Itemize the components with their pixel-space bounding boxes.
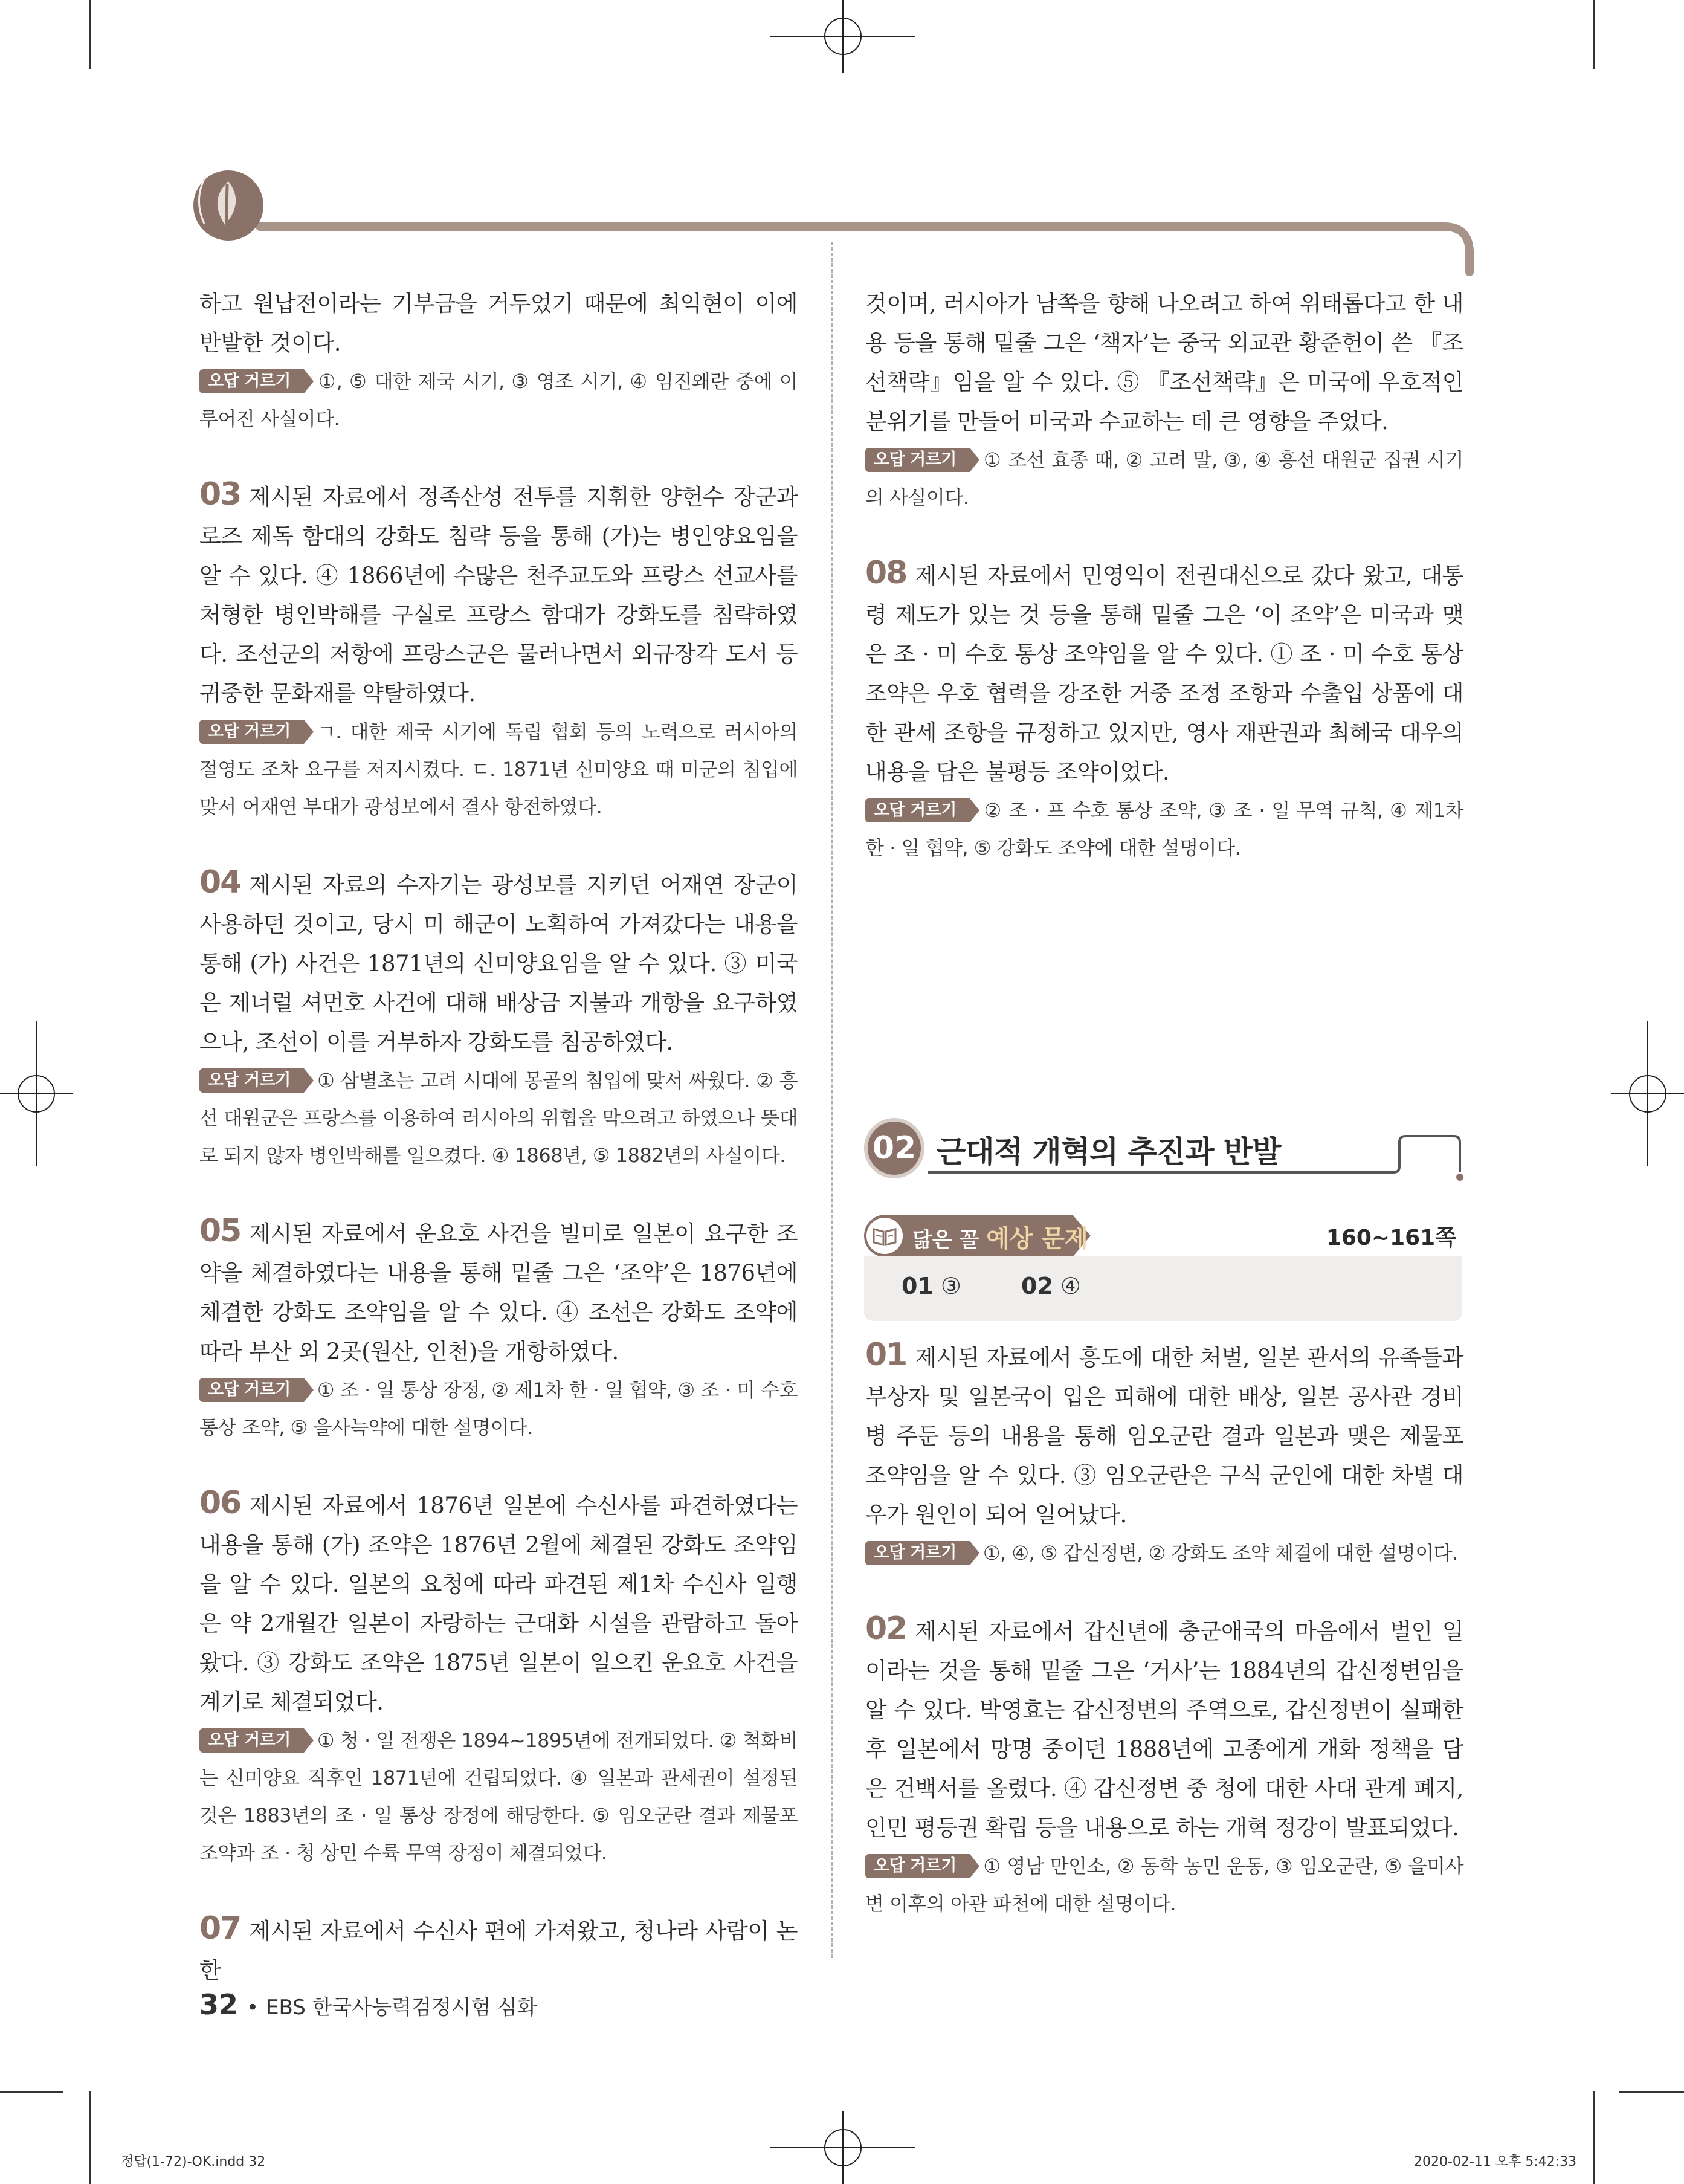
explanation-text — [199, 1212, 798, 1371]
wrong-answer-note — [865, 1847, 1463, 1922]
answer-choice: ③ — [940, 1273, 961, 1299]
book-title: EBS 한국사능력검정시험 심화 — [266, 1995, 537, 2020]
wrong-answer-note — [199, 713, 798, 825]
section-number: 02 — [864, 1118, 924, 1178]
wrong-answer-note — [865, 441, 1463, 516]
explanation-text — [199, 863, 798, 1062]
note-tag: 오답 거르기 — [199, 1068, 304, 1093]
question-number: 04 — [199, 864, 241, 900]
wrong-answer-note — [865, 792, 1463, 867]
wrong-answer-note — [865, 1534, 1463, 1572]
registration-mark-icon — [0, 1021, 73, 1166]
answer-explanation — [865, 1609, 1463, 1922]
answer-explanation — [199, 284, 798, 438]
question-number: 02 — [865, 1611, 907, 1647]
explanation-body: 제시된 자료에서 민영익이 전권대신으로 갔다 왔고, 대통령 제도가 있는 것 등을 통해 밑줄 그은 ‘이 조약’은 미국과 맺은 조 · 미 수호 통상 조약임을 알 수 있다. ① 조 · 미 수호 통상 조약은 우호 협력을 강조한 거중 조정 조항과 수출입 상품에 대한 관세 조항을 규정하고 있지만, 영사 재판권과 최혜국 대우의 내용을 담은 불평등 조약이었다. — [865, 563, 1463, 785]
wrong-answer-note — [199, 1062, 798, 1174]
explanation-text — [199, 284, 798, 363]
answer-explanation — [199, 1909, 798, 1990]
answer-explanation — [199, 863, 798, 1174]
explanation-body: 제시된 자료에서 운요호 사건을 빌미로 일본이 요구한 조약을 체결하였다는 내용을 통해 밑줄 그은 ‘조약’은 1876년에 체결한 강화도 조약임을 알 수 있다. ④ 조선은 강화도 조약에 따라 부산 외 2곳(원산, 인천)을 개항하였다. — [199, 1221, 798, 1365]
prediction-label-main: 예상 문제 — [986, 1225, 1088, 1253]
explanation-text — [199, 1484, 798, 1722]
question-number: 06 — [199, 1485, 241, 1521]
answer-question: 01 — [902, 1273, 934, 1299]
right-lower-column — [865, 1336, 1463, 1960]
wrong-answer-note — [199, 363, 798, 438]
answer-explanation — [865, 284, 1463, 516]
note-text: ①, ⑤ 대한 제국 시기, ③ 영조 시기, ④ 임진왜란 중에 이루어진 사실이다. — [199, 370, 798, 430]
column-divider — [831, 242, 833, 1958]
note-tag: 오답 거르기 — [199, 1378, 304, 1402]
page-footer — [199, 1988, 537, 2021]
answer-item — [1021, 1273, 1081, 1299]
crop-mark — [0, 2091, 63, 2093]
explanation-body: 제시된 자료에서 정족산성 전투를 지휘한 양헌수 장군과 로즈 제독 함대의 강화도 침략 등을 통해 (가)는 병인양요임을 알 수 있다. ④ 1866년에 수많은 천주교도와 프랑스 선교사를 처형한 병인박해를 구실로 프랑스 함대가 강화도를 침략하였다. 조선군의 저항에 프랑스군은 물러나면서 외규장각 도서 등 귀중한 문화재를 약탈하였다. — [199, 484, 798, 706]
note-text: ② 조 · 프 수호 통상 조약, ③ 조 · 일 무역 규칙, ④ 제1차 한 · 일 협약, ⑤ 강화도 조약에 대한 설명이다. — [865, 799, 1463, 859]
leaf-icon — [193, 170, 263, 241]
note-text: ① 삼별초는 고려 시대에 몽골의 침입에 맞서 싸웠다. ② 흥선 대원군은 프랑스를 이용하여 러시아의 위협을 막으려고 하였으나 뜻대로 되지 않자 병인박해를 일으켰다. ④ 1868년, ⑤ 1882년의 사실이다. — [199, 1069, 798, 1167]
answer-explanation — [199, 1484, 798, 1872]
note-text: ① 조 · 일 통상 장정, ② 제1차 한 · 일 협약, ③ 조 · 미 수호 통상 조약, ⑤ 을사늑약에 대한 설명이다. — [199, 1378, 798, 1439]
answer-explanation — [199, 1212, 798, 1446]
answer-explanation — [199, 475, 798, 825]
explanation-text — [199, 1909, 798, 1990]
explanation-body: 제시된 자료의 수자기는 광성보를 지키던 어재연 장군이 사용하던 것이고, 당시 미 해군이 노획하여 가져갔다는 내용을 통해 (가) 사건은 1871년의 신미양요임을 알 수 있다. ③ 미국은 제너럴 셔먼호 사건에 대해 배상금 지불과 개항을 요구하였으나, 조선이 이를 거부하자 강화도를 침공하였다. — [199, 872, 798, 1055]
explanation-body: 제시된 자료에서 수신사 편에 가져왔고, 청나라 사람이 논한 — [199, 1918, 798, 1983]
explanation-body: 제시된 자료에서 갑신년에 충군애국의 마음에서 벌인 일이라는 것을 통해 밑줄 그은 ‘거사’는 1884년의 갑신정변임을 알 수 있다. 박영효는 갑신정변의 주역으로, 갑신정변이 실패한 후 일본에서 망명 중이던 1888년에 고종에게 개화 정책을 담은 건백서를 올렸다. ④ 갑신정변 중 청에 대한 사대 관계 폐지, 인민 평등권 확립 등을 내용으로 하는 개혁 정강이 발표되었다. — [865, 1618, 1463, 1841]
explanation-body: 제시된 자료에서 1876년 일본에 수신사를 파견하였다는 내용을 통해 (가) 조약은 1876년 2월에 체결된 강화도 조약임을 알 수 있다. 일본의 요청에 따라 파견된 제1차 수신사 일행은 약 2개월간 일본이 자랑하는 근대화 시설을 관람하고 돌아왔다. ③ 강화도 조약은 1875년 일본이 일으킨 운요호 사건을 계기로 체결되었다. — [199, 1493, 798, 1715]
slug-file: 정답(1-72)-OK.indd 32 — [121, 2154, 266, 2169]
note-tag: 오답 거르기 — [865, 798, 970, 822]
note-text: ①, ④, ⑤ 갑신정변, ② 강화도 조약 체결에 대한 설명이다. — [982, 1542, 1458, 1565]
note-text: ① 조선 효종 때, ② 고려 말, ③, ④ 흥선 대원군 집권 시기의 사실이다. — [865, 448, 1463, 509]
note-text: ① 영남 만인소, ② 동학 농민 운동, ③ 임오군란, ⑤ 을미사변 이후의 아관 파천에 대한 설명이다. — [865, 1855, 1463, 1915]
note-tag: 오답 거르기 — [865, 1854, 970, 1878]
note-tag: 오답 거르기 — [865, 1541, 970, 1565]
footer-bullet: • — [247, 1995, 259, 2020]
explanation-body: 것이며, 러시아가 남쪽을 향해 나오려고 하여 위태롭다고 한 내용 등을 통해 밑줄 그은 ‘책자’는 중국 외교관 황준헌이 쓴 『조선책략』임을 알 수 있다. ⑤ 『조선책략』은 미국에 우호적인 분위기를 만들어 미국과 수교하는 데 큰 영향을 주었다. — [865, 291, 1463, 435]
left-column — [199, 284, 798, 2027]
question-number: 05 — [199, 1213, 241, 1249]
registration-mark-icon — [770, 0, 915, 73]
question-number: 03 — [199, 476, 241, 512]
explanation-text — [865, 1336, 1463, 1534]
question-number: 07 — [199, 1910, 241, 1947]
right-column — [865, 284, 1463, 904]
prediction-pages: 160~161쪽 — [1326, 1226, 1456, 1250]
prediction-label-prefix: 닮은 꼴 — [912, 1228, 979, 1252]
wrong-answer-note — [199, 1371, 798, 1446]
explanation-body: 하고 원납전이라는 기부금을 거두었기 때문에 최익현이 이에 반발한 것이다. — [199, 291, 798, 356]
crop-mark — [89, 0, 91, 69]
note-tag: 오답 거르기 — [199, 369, 304, 393]
note-tag: 오답 거르기 — [199, 1728, 304, 1753]
registration-mark-icon — [1611, 1021, 1684, 1166]
explanation-text — [199, 475, 798, 713]
crop-mark — [1593, 0, 1595, 69]
explanation-text — [865, 1609, 1463, 1847]
wrong-answer-note — [199, 1722, 798, 1872]
question-number: 01 — [865, 1337, 907, 1373]
answer-item — [902, 1273, 961, 1299]
section-header — [864, 1118, 1462, 1184]
question-number: 08 — [865, 555, 907, 591]
answer-question: 02 — [1021, 1273, 1053, 1299]
explanation-body: 제시된 자료에서 흥도에 대한 처벌, 일본 관서의 유족들과 부상자 및 일본국이 입은 피해에 대한 배상, 일본 공사관 경비병 주둔 등의 내용을 통해 임오군란 결과 일본과 맺은 제물포 조약임을 알 수 있다. ③ 임오군란은 구식 군인에 대한 차별 대우가 원인이 되어 일어났다. — [865, 1345, 1463, 1528]
note-tag: 오답 거르기 — [865, 448, 970, 472]
slug-datetime: 2020-02-11 오후 5:42:33 — [1414, 2154, 1577, 2169]
book-icon — [865, 1217, 904, 1255]
note-text: ㄱ. 대한 제국 시기에 독립 협회 등의 노력으로 러시아의 절영도 조차 요구를 저지시켰다. ㄷ. 1871년 신미양요 때 미군의 침입에 맞서 어재연 부대가 광성보에서 결사 항전하였다. — [199, 720, 798, 818]
section-title: 근대적 개혁의 추진과 반발 — [937, 1134, 1281, 1169]
note-tag: 오답 거르기 — [199, 720, 304, 744]
explanation-text — [865, 554, 1463, 792]
crop-mark — [1619, 2091, 1684, 2093]
crop-mark — [89, 2091, 91, 2184]
answer-explanation — [865, 1336, 1463, 1572]
answer-explanation — [865, 554, 1463, 867]
note-text: ① 청 · 일 전쟁은 1894~1895년에 전개되었다. ② 척화비는 신미양요 직후인 1871년에 건립되었다. ④ 일본과 관세권이 설정된 것은 1883년의 조 · 일 통상 장정에 해당한다. ⑤ 임오군란 결과 제물포 조약과 조 · 청 상민 수륙 무역 장정이 체결되었다. — [199, 1729, 798, 1864]
page-number: 32 — [199, 1988, 239, 2021]
explanation-text — [865, 284, 1463, 441]
answer-box — [864, 1256, 1462, 1321]
answer-choice: ④ — [1060, 1273, 1081, 1299]
crop-mark — [1593, 2091, 1595, 2184]
registration-mark-icon — [770, 2111, 915, 2184]
prediction-label — [912, 1220, 1088, 1254]
